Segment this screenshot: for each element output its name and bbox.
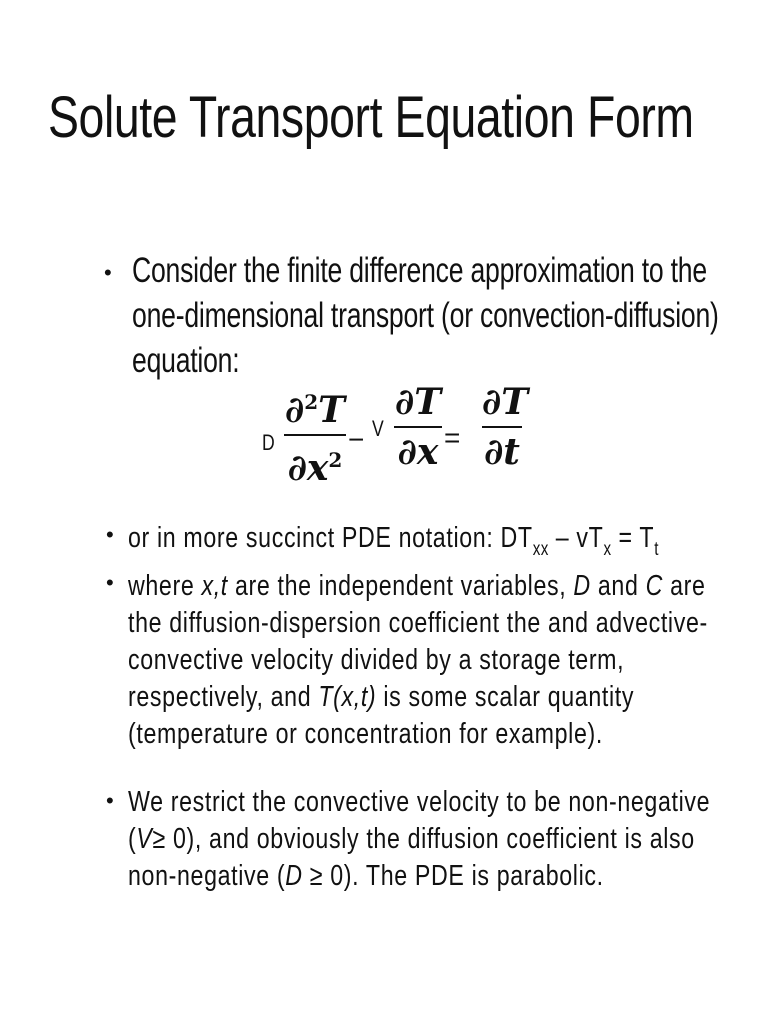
fraction-bar [482, 426, 522, 428]
second-derivative-term [284, 382, 346, 488]
fraction-bar [394, 426, 442, 428]
equals-sign: = [444, 422, 461, 453]
bullet-marker: • [104, 260, 112, 285]
bullet-restrictions: We restrict the convective velocity to be non-negative (V≥ 0), and obviously the diffusion coefficient is also non-negative (D ≥ 0). The PDE is parabolic. [128, 786, 711, 892]
coefficient-d: D [262, 430, 275, 455]
first-derivative-x-term [394, 382, 442, 472]
bullet-marker: • [106, 570, 114, 595]
fraction-denominator: ∂t [484, 431, 520, 473]
bullet-intro-line: equation: [132, 341, 240, 380]
fraction-numerator: ∂T [482, 381, 529, 423]
bullet-pde-notation: or in more succinct PDE notation: $DT_{xx} - vT_x = T_t$ [128, 522, 659, 560]
fraction-denominator: $\partial x^2$ [287, 447, 343, 489]
slide-title: Solute Transport Equation Form [48, 85, 694, 150]
time-derivative-term [482, 381, 529, 473]
coefficient-v: V [372, 416, 384, 441]
fraction-numerator: ∂T [394, 381, 442, 423]
bullet-marker: • [106, 522, 114, 547]
bullet-intro-text [132, 248, 719, 383]
fraction-denominator: ∂x [397, 431, 439, 473]
fraction-numerator: ∂$^2$T [285, 389, 345, 431]
minus-sign: − [348, 424, 365, 455]
bullet-marker: • [106, 788, 114, 813]
bullet-intro-line: Consider the finite difference approximation to the [132, 251, 707, 290]
bullet-intro-line: one-dimensional transport (or convection-diffusion) [132, 296, 719, 335]
fraction-bar [284, 434, 346, 436]
bullet-variables-description: where x,t are the independent variables, D and C are the diffusion-dispersion coefficient the and advective- convective velocity divided by a storage term, respectively, and T(x,t) is some scalar quantity (temperature or concentration for example). [128, 570, 708, 750]
transport-equation [256, 378, 546, 498]
